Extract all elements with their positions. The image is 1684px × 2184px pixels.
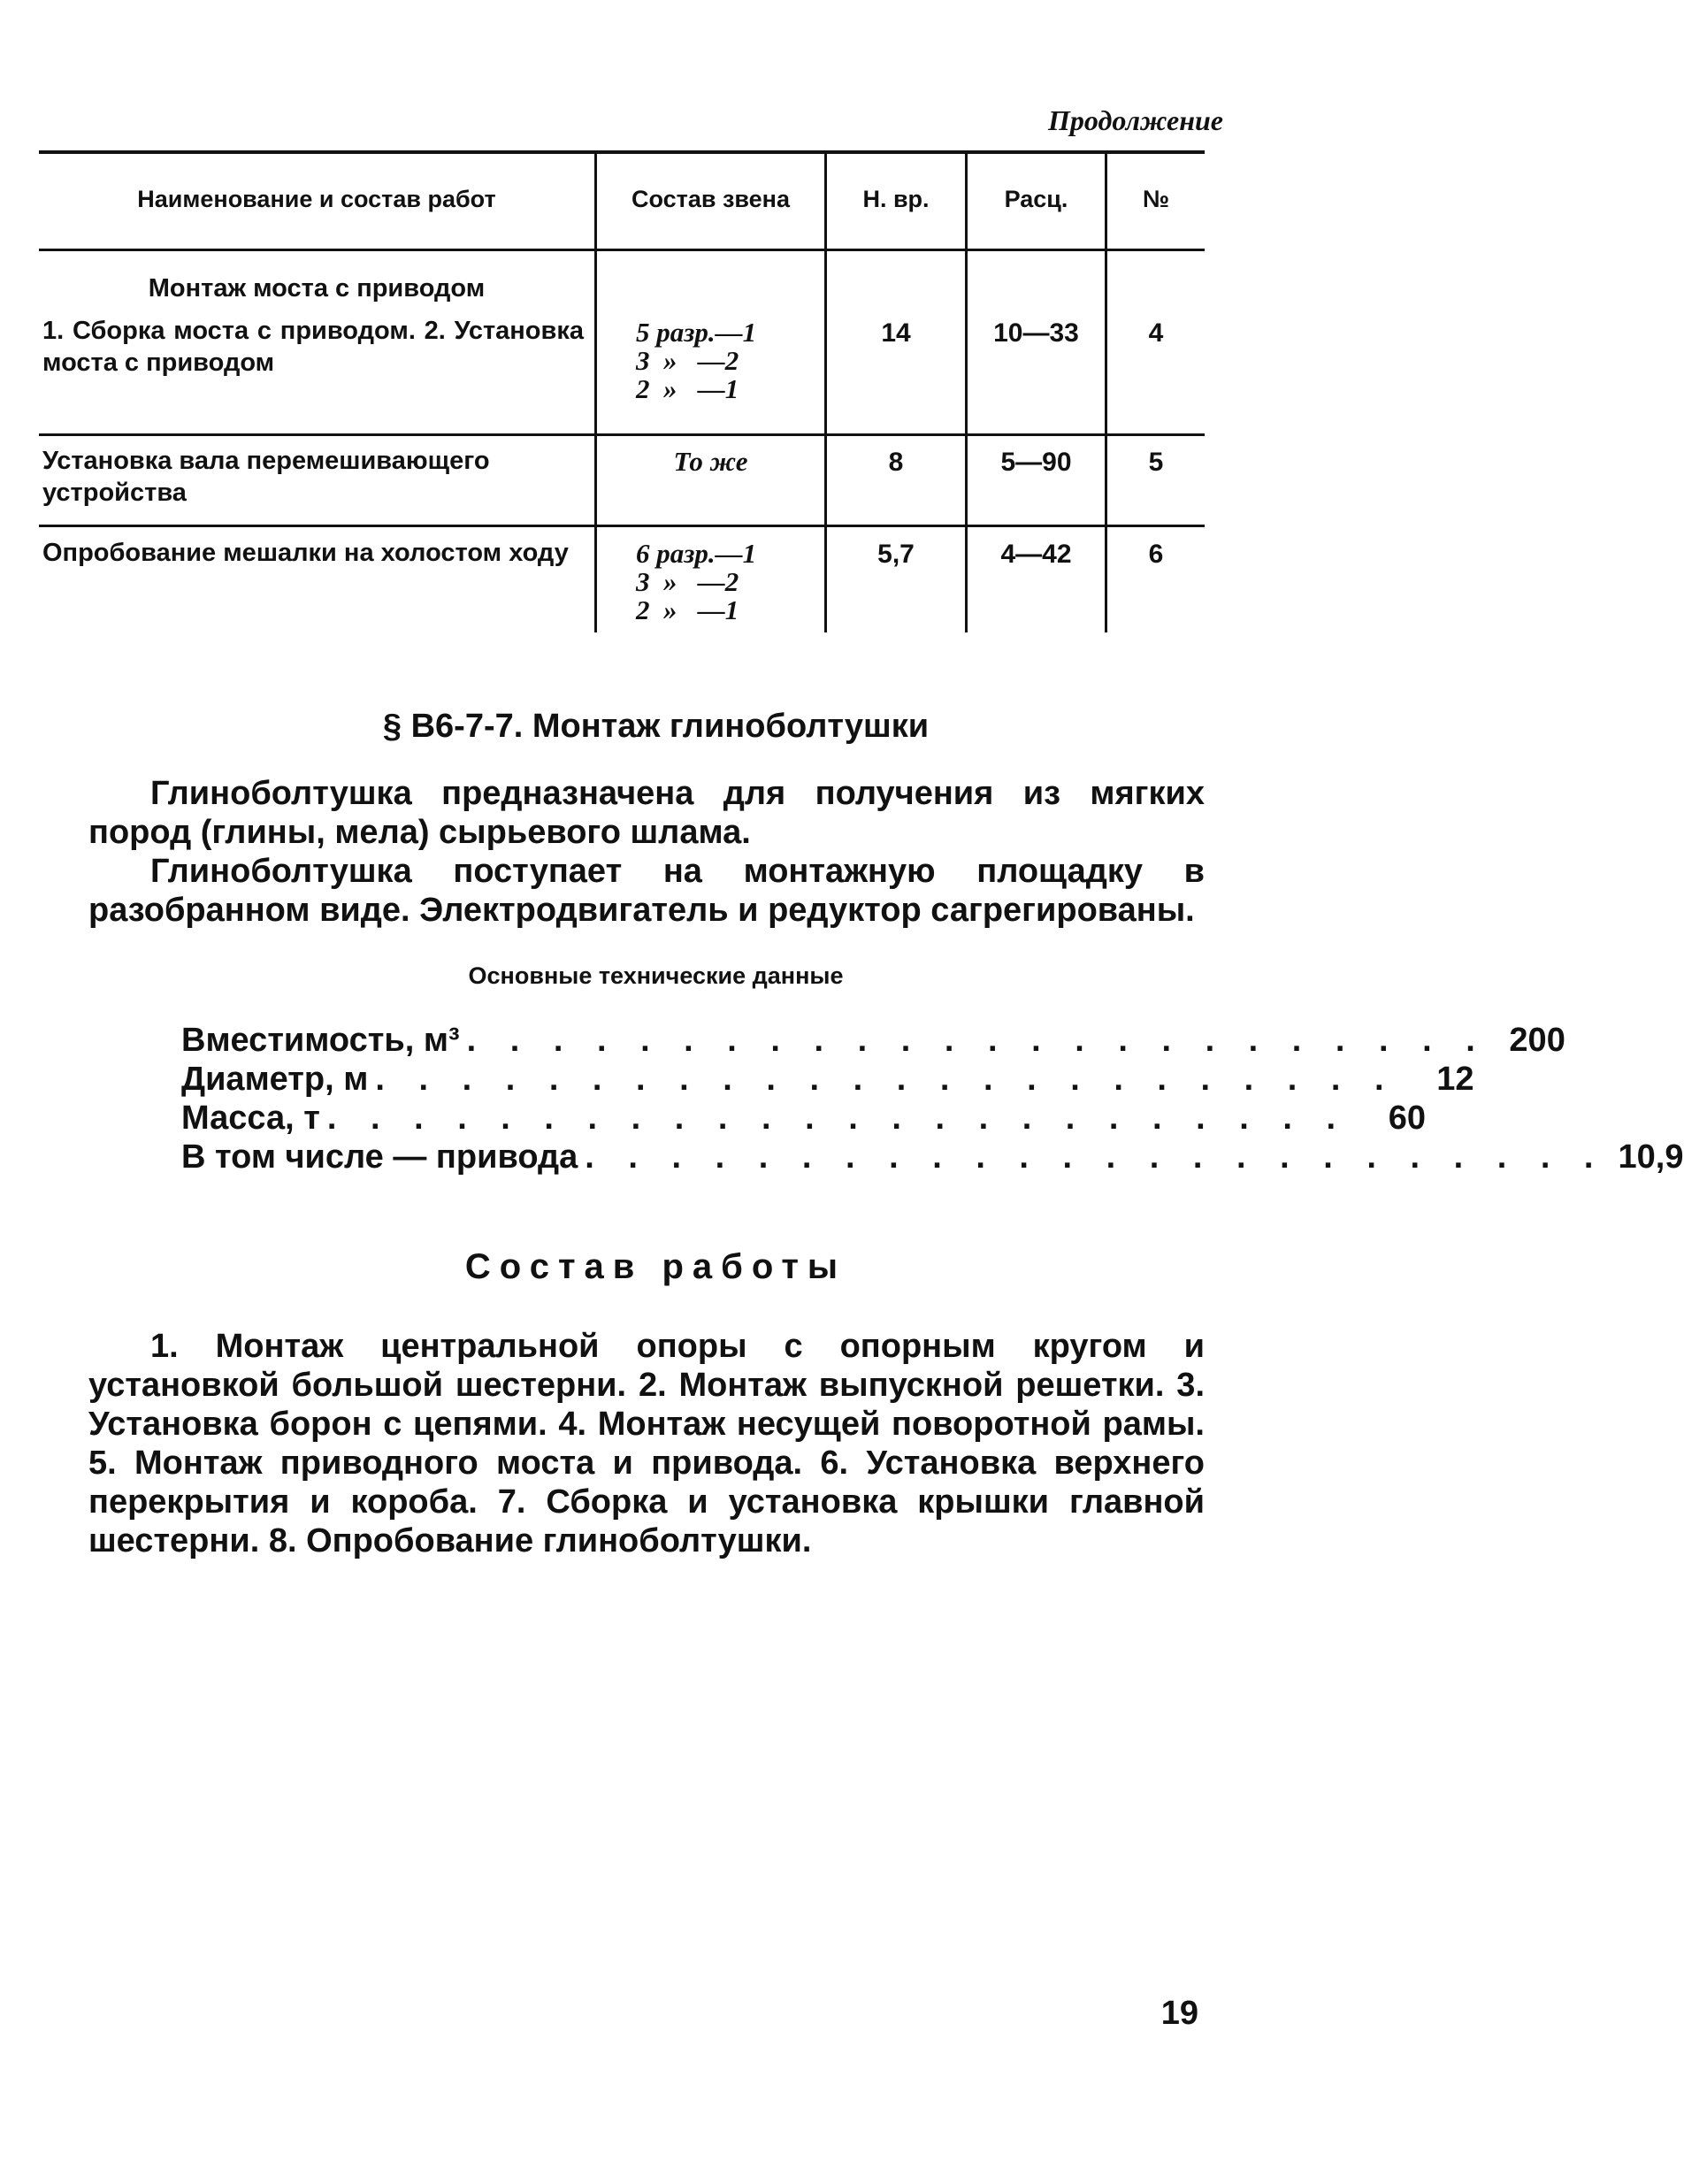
spec-label: Масса, т [181, 1100, 320, 1137]
table-row-name: 1. Сборка моста с приводом. 2. Установка моста с приводом [42, 317, 584, 377]
table-header-number: № [1142, 186, 1170, 212]
table-row-rule [39, 433, 1205, 436]
table-row-crew-line: 6 разр.—1 [636, 538, 757, 569]
leader-dots: . . . . . . . . . . . . . . . . . . . . . . . . [585, 1138, 1606, 1176]
section-title: § В6-7-7. Монтаж глиноболтушки [382, 708, 930, 745]
spec-value: 60 [1388, 1100, 1427, 1137]
spec-label: Диаметр, м [181, 1061, 369, 1098]
spec-row [181, 1138, 1684, 1177]
table-row-crew-line: 2 » —1 [636, 594, 739, 625]
specs-heading: Основные технические данные [468, 962, 844, 989]
spec-row [181, 1100, 1427, 1138]
table-header-rate: Расц. [1004, 186, 1068, 212]
table-row-number: 6 [1148, 540, 1164, 569]
leader-dots: . . . . . . . . . . . . . . . . . . . . . . . . [466, 1022, 1488, 1059]
table-row-name: Опробование мешалки на холостом ходу [42, 539, 569, 567]
table-row-rule [39, 525, 1205, 527]
spec-label: Вместимость, м³ [181, 1022, 460, 1059]
table-row-crew-line: 3 » —2 [636, 566, 739, 597]
table-row-crew-line: 5 разр.—1 [636, 317, 757, 348]
table-header-crew: Состав звена [632, 186, 790, 212]
table-row-crew-line: 2 » —1 [636, 373, 739, 404]
table-row-norm: 5,7 [877, 540, 915, 569]
table-header-name: Наименование и состав работ [137, 186, 496, 212]
table-header-rule [39, 249, 1205, 251]
spec-value: 200 [1509, 1022, 1565, 1059]
table-row-rate: 4—42 [1000, 540, 1072, 569]
table-row-crew-line: 3 » —2 [636, 345, 739, 376]
work-title: Состав работы [464, 1247, 847, 1286]
leader-dots: . . . . . . . . . . . . . . . . . . . . . . . . [375, 1061, 1397, 1098]
spec-row [181, 1061, 1474, 1100]
spec-value: 12 [1436, 1061, 1474, 1098]
leader-dots: . . . . . . . . . . . . . . . . . . . . . . . . [326, 1100, 1349, 1137]
table-top-rule [39, 150, 1205, 154]
spec-label: В том числе — привода [181, 1138, 578, 1176]
table-header-norm: Н. вр. [862, 186, 930, 212]
table-section-title: Монтаж моста с приводом [148, 274, 486, 303]
spec-value: 10,9 [1618, 1138, 1684, 1176]
table-row-number: 5 [1148, 448, 1164, 477]
table-row-crew-line: То же [673, 446, 748, 477]
paragraph: Глиноболтушка предназначена для получения из мягких пород (глины, мела) сырьевого шлама. [88, 775, 1205, 851]
table-row-name: Установка вала перемешивающего устройства [42, 447, 490, 507]
spec-row [181, 1022, 1565, 1061]
work-description: 1. Монтаж центральной опоры с опорным кругом и установкой большой шестерни. 2. Монтаж выпускной решетки. 3. Установка борон с цепями. 4. Монтаж несущей поворотной рамы. 5. Монтаж приводного моста и привода. 6. Установка верхнего перекрытия и короба. 7. Сборка и установка крышки главной шестерни. 8. Опробование глиноболтушки. [88, 1328, 1205, 1559]
continuation-label: Продолжение [1048, 104, 1223, 136]
table-column-divider [594, 150, 597, 632]
page-number: 19 [1160, 1995, 1198, 2032]
table-row-number: 4 [1148, 318, 1164, 348]
table-row-rate: 10—33 [993, 318, 1079, 348]
table-row-rate: 5—90 [1000, 448, 1072, 477]
table-row-norm: 14 [881, 318, 911, 348]
table-row-norm: 8 [888, 448, 904, 477]
paragraph: Глиноболтушка поступает на монтажную площадку в разобранном виде. Электродвигатель и редуктор сагрегированы. [88, 853, 1205, 929]
